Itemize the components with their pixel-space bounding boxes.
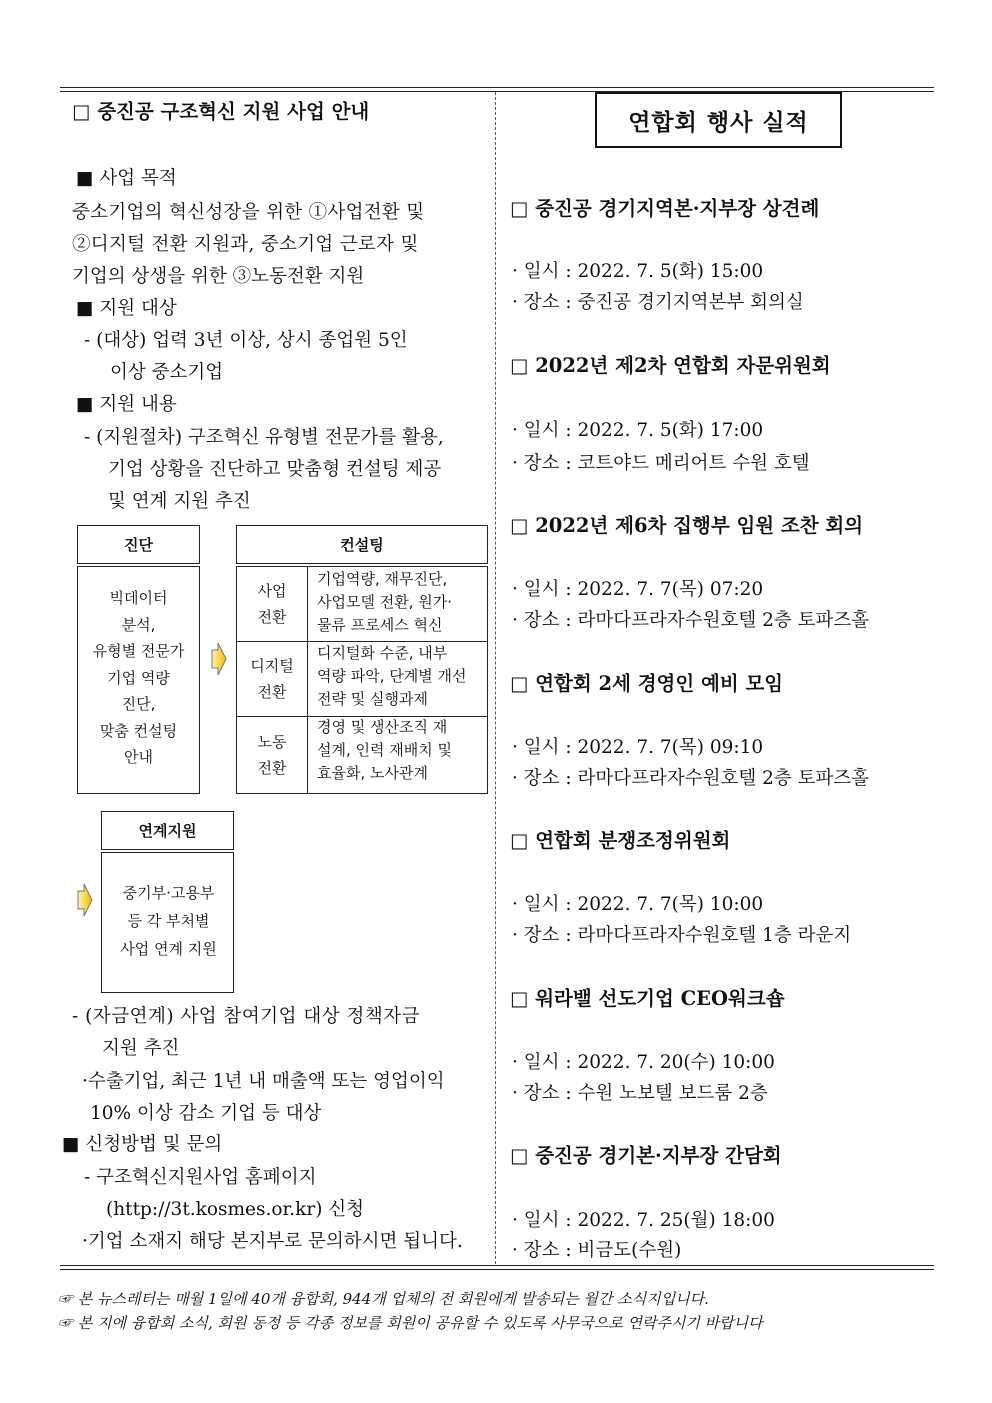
linkage-line: 중기부·고용부 (122, 884, 215, 902)
target-line-2: 이상 중소기업 (110, 362, 224, 383)
purpose-line-2: ②디지털 전환 지원과, 중소기업 근로자 및 (72, 234, 419, 255)
bottom-rule-1 (60, 1265, 934, 1266)
desc-line: 디지털화 수준, 내부 (317, 644, 448, 662)
event-date: · 일시 : 2022. 7. 5(화) 17:00 (512, 420, 764, 441)
target-heading: ■ 지원 대상 (76, 298, 177, 319)
event-title: □ 중진공 경기지역본·지부장 상견례 (510, 197, 820, 220)
desc-line: 설계, 인력 재배치 및 (317, 741, 452, 759)
diagnosis-header-label: 진단 (124, 535, 153, 554)
footer-note-1: ☞ 본 뉴스레터는 매월 1일에 40개 융합회, 944개 업체의 전 회원에게 발송되는 월간 소식지입니다. (58, 1290, 709, 1308)
consulting-body (236, 566, 488, 794)
target-line-1: - (대상) 업력 3년 이상, 상시 종업원 5인 (84, 330, 408, 351)
type-line: 전환 (257, 608, 287, 626)
consulting-type-digital (237, 642, 307, 716)
type-line: 사업 (257, 582, 287, 600)
apply-heading: ■ 신청방법 및 문의 (62, 1134, 223, 1155)
right-arrow-icon (211, 642, 227, 676)
diagnosis-line: 안내 (124, 748, 153, 766)
top-rule-1 (60, 87, 934, 88)
fund-line-2: 지원 추진 (102, 1038, 180, 1059)
type-line: 전환 (257, 683, 287, 701)
event-place: · 장소 : 라마다프라자수원호텔 2층 토파즈홀 (512, 768, 870, 789)
linkage-body (101, 852, 234, 993)
event-date: · 일시 : 2022. 7. 7(목) 09:10 (512, 737, 764, 758)
bottom-rule-2 (60, 1269, 934, 1270)
purpose-line-1: 중소기업의 혁신성장을 위한 ①사업전환 및 (72, 202, 425, 223)
event-title: □ 2022년 제2차 연합회 자문위원회 (510, 354, 831, 377)
consulting-type-labor (237, 717, 307, 793)
event-date: · 일시 : 2022. 7. 5(화) 15:00 (512, 261, 764, 282)
event-date: · 일시 : 2022. 7. 7(목) 07:20 (512, 579, 764, 600)
diagnosis-line: 분석, (121, 615, 156, 634)
desc-line: 경영 및 생산조직 재 (317, 718, 448, 736)
linkage-line: 사업 연계 지원 (120, 940, 217, 958)
diagnosis-line: 유형별 전문가 (92, 642, 185, 660)
consulting-header-label: 컨설팅 (340, 535, 384, 554)
content-line-2: 기업 상황을 진단하고 맞춤형 컨설팅 제공 (108, 459, 442, 480)
consulting-desc-digital (317, 642, 485, 711)
consulting-desc-labor (317, 716, 485, 785)
event-title: □ 워라밸 선도기업 CEO워크숍 (510, 987, 785, 1010)
event-place: · 장소 : 비금도(수원) (512, 1240, 682, 1261)
content-line-1: - (지원절차) 구조혁신 유형별 전문가를 활용, (84, 427, 444, 448)
right-arrow-icon (77, 883, 93, 917)
apply-line-3: ·기업 소재지 해당 본지부로 문의하시면 됩니다. (82, 1231, 463, 1252)
consulting-desc-business (317, 568, 482, 637)
desc-line: 역량 파악, 단계별 개선 (317, 667, 467, 685)
left-title: □ 중진공 구조혁신 지원 사업 안내 (72, 100, 370, 123)
type-line: 전환 (257, 759, 287, 777)
diagnosis-line: 진단, (121, 695, 156, 713)
column-divider (495, 92, 496, 1264)
type-line: 디지털 (250, 657, 294, 675)
desc-line: 사업모델 전환, 원가· (317, 593, 452, 611)
diagnosis-body (77, 566, 200, 794)
diagnosis-line: 빅데이터 (109, 589, 168, 607)
desc-line: 전략 및 실행과제 (317, 690, 428, 708)
event-date: · 일시 : 2022. 7. 7(목) 10:00 (512, 894, 764, 915)
event-date: · 일시 : 2022. 7. 20(수) 10:00 (512, 1052, 775, 1073)
event-place: · 장소 : 수원 노보텔 보드룸 2층 (512, 1083, 768, 1104)
linkage-header-label: 연계지원 (138, 821, 197, 840)
diagnosis-header (77, 525, 200, 564)
event-place: · 장소 : 중진공 경기지역본부 회의실 (512, 292, 804, 313)
purpose-line-3: 기업의 상생을 위한 ③노동전환 지원 (72, 266, 365, 287)
event-title: □ 중진공 경기본·지부장 간담회 (510, 1144, 782, 1167)
linkage-header (101, 811, 234, 850)
fund-line-1: - (자금연계) 사업 참여기업 대상 정책자금 (72, 1006, 421, 1027)
linkage-line: 등 각 부처별 (127, 912, 210, 930)
content-heading: ■ 지원 내용 (76, 394, 177, 415)
event-title: □ 2022년 제6차 집행부 임원 조찬 회의 (510, 514, 864, 537)
diagnosis-line: 맞춤 컨설팅 (99, 721, 178, 740)
apply-line-2: (http://3t.kosmes.or.kr) 신청 (106, 1199, 365, 1220)
footer-note-2: ☞ 본 지에 융합회 소식, 회원 동정 등 각종 정보를 회원이 공유할 수 있도록 사무국으로 연락주시기 바랍니다 (58, 1314, 763, 1332)
event-title: □ 연합회 2세 경영인 예비 모임 (510, 672, 784, 695)
content-line-3: 및 연계 지원 추진 (108, 491, 251, 512)
consulting-type-business (237, 567, 307, 641)
diagnosis-line: 기업 역량 (107, 668, 170, 687)
event-title: □ 연합회 분쟁조정위원회 (510, 829, 731, 852)
event-place: · 장소 : 코트야드 메리어트 수원 호텔 (512, 453, 810, 474)
fund-line-3: ·수출기업, 최근 1년 내 매출액 또는 영업이익 (82, 1071, 445, 1092)
desc-line: 기업역량, 재무진단, (317, 570, 448, 588)
desc-line: 효율화, 노사관계 (317, 764, 428, 782)
fund-line-4: 10% 이상 감소 기업 등 대상 (90, 1103, 322, 1124)
event-date: · 일시 : 2022. 7. 25(월) 18:00 (512, 1210, 775, 1231)
desc-line: 물류 프로세스 혁신 (317, 616, 443, 634)
consulting-header (236, 525, 488, 564)
purpose-heading: ■ 사업 목적 (76, 168, 177, 189)
event-place: · 장소 : 라마다프라자수원호텔 1층 라운지 (512, 925, 852, 946)
section-title: 연합회 행사 실적 (628, 108, 809, 136)
apply-line-1: - 구조혁신지원사업 홈페이지 (84, 1167, 317, 1188)
event-place: · 장소 : 라마다프라자수원호텔 2층 토파즈홀 (512, 610, 870, 631)
section-title-box (595, 92, 842, 148)
type-line: 노동 (257, 733, 287, 751)
